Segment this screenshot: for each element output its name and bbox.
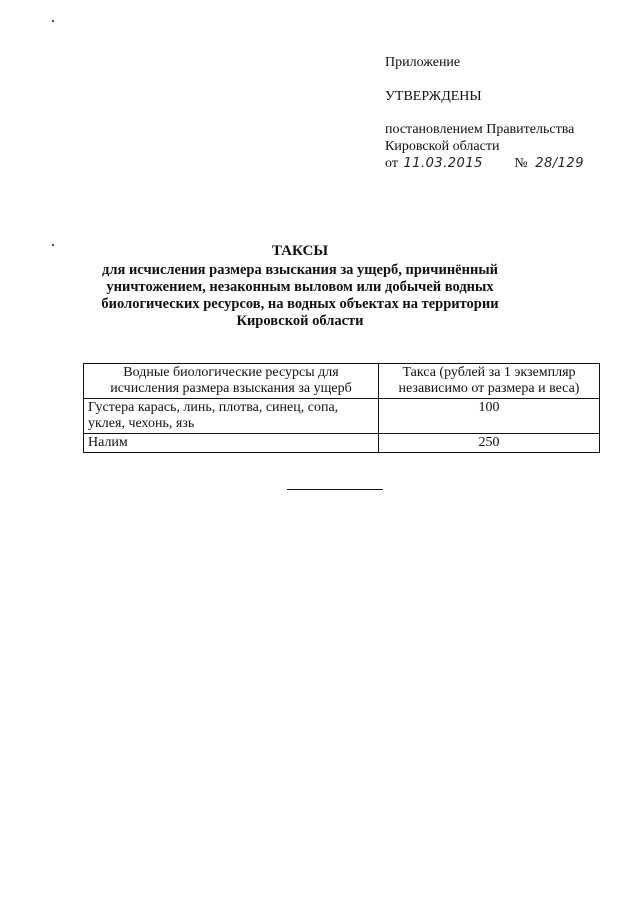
scan-speck bbox=[52, 244, 54, 246]
table-header-row bbox=[84, 364, 600, 399]
number-prefix: № bbox=[514, 156, 528, 171]
table-cell-rate: 250 bbox=[379, 434, 600, 453]
table-header-resources: Водные биологические ресурсы для исчисления размера взыскания за ущерб bbox=[84, 364, 379, 399]
rates-table bbox=[83, 363, 600, 453]
table-row bbox=[84, 399, 600, 434]
approved-label: УТВЕРЖДЕНЫ bbox=[385, 89, 482, 104]
scan-speck bbox=[52, 20, 54, 22]
table-row bbox=[84, 434, 600, 453]
table-cell-species: Налим bbox=[84, 434, 379, 453]
decree-date-line bbox=[385, 156, 584, 172]
decree-line-1: постановлением Правительства bbox=[385, 122, 575, 137]
table-cell-rate: 100 bbox=[379, 399, 600, 434]
appendix-label: Приложение bbox=[385, 55, 461, 70]
document-title: ТАКСЫ bbox=[271, 243, 329, 259]
table-header-rate: Такса (рублей за 1 экземпляр независимо от размера и веса) bbox=[379, 364, 600, 399]
date-prefix: от bbox=[385, 156, 398, 171]
document-subtitle: для исчисления размера взыскания за ущерб, причинённый уничтожением, незаконным выловом или добычей водных биологических ресурсов, на водных объектах на территории Кировской области bbox=[101, 262, 499, 329]
handwritten-date: 11.03.2015 bbox=[403, 156, 483, 171]
handwritten-number: 28/129 bbox=[535, 156, 584, 171]
table-cell-species: Густера карась, линь, плотва, синец, сопа, уклея, чехонь, язь bbox=[84, 399, 379, 434]
closing-rule bbox=[287, 489, 383, 490]
decree-line-2: Кировской области bbox=[385, 139, 500, 154]
